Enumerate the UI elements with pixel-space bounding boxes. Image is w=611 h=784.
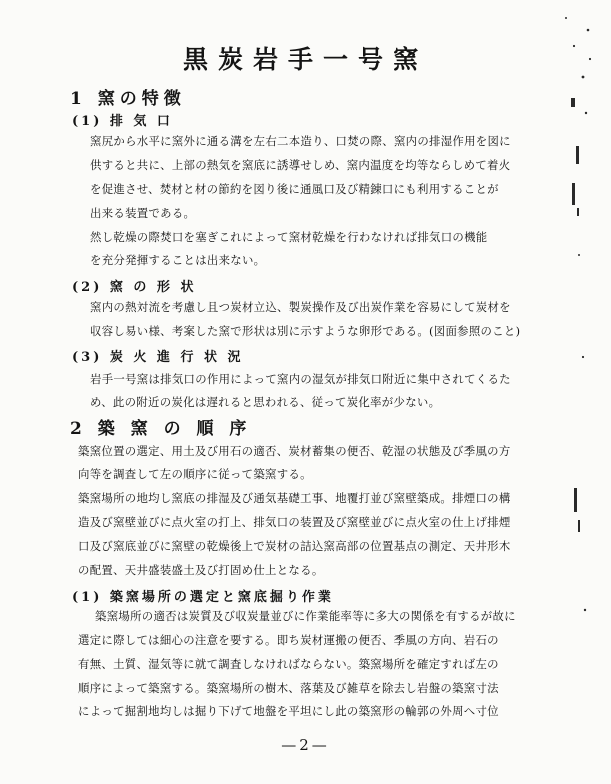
body-line: 窯尻から水平に窯外に通る溝を左右二本造り、口焚の際、窯内の排湿作用を図に [90, 134, 511, 148]
body-line: 窯内の熱対流を考慮し且つ炭材立込、製炭操作及び出炭作業を容易にして炭材を [90, 300, 511, 314]
body-line: を促進させ、焚材と材の節約を図り後に通風口及び精錬口にも利用することが [90, 182, 499, 196]
body-line: 順序によって築窯する。築窯場所の樹木、落葉及び雑草を除去し岩盤の築窯寸法 [78, 681, 499, 695]
body-line: 選定に際しては細心の注意を要する。即ち炭材運搬の便否、季風の方向、岩石の [78, 633, 499, 647]
subsection-1-1-heading: (1) 排 気 口 [72, 114, 173, 129]
body-line: 出来る装置である。 [90, 206, 196, 220]
body-line: 築窯場所の適否は炭質及び収炭量並びに作業能率等に多大の関係を有するが故に [95, 609, 516, 623]
body-line: 口及び窯底並びに窯壁の乾燥後上で炭材の詰込窯高部の位置基点の測定、天井形木 [78, 539, 511, 553]
body-line: 築窯位置の選定、用土及び用石の適否、炭材蓄集の便否、乾湿の状態及び季風の方 [78, 444, 511, 458]
subsection-1-3-heading: (3) 炭 火 進 行 状 況 [72, 350, 244, 365]
page-number: —2— [281, 736, 330, 754]
subsection-1-2-heading: (2) 窯 の 形 状 [72, 280, 197, 295]
subsection-2-1-heading: (1) 築窯場所の選定と窯底掘り作業 [72, 590, 334, 605]
body-line: 岩手一号窯は排気口の作用によって窯内の湿気が排気口附近に集中されてくるた [90, 372, 511, 386]
body-line: 向等を調査して左の順序に従って築窯する。 [78, 467, 312, 481]
document-title: 黒炭岩手一号窯 [182, 45, 428, 74]
body-line: を充分発揮することは出来ない。 [90, 253, 266, 267]
body-line: 築窯場所の地均し窯底の排湿及び通気基礎工事、地覆打並び窯壁築成。排煙口の構 [78, 491, 511, 505]
body-line: 有無、土質、湿気等に就て調査しなければならない。築窯場所を確定すれば左の [78, 657, 499, 671]
body-line: によって掘割地均しは掘り下げて地盤を平坦にし此の築窯形の輪郭の外周へ寸位 [78, 704, 499, 718]
section-2-heading: 2 築 窯 の 順 序 [70, 419, 252, 439]
body-line: め、此の附近の炭化は遅れると思われる、従って炭化率が少ない。 [90, 395, 441, 409]
body-line: 収容し易い様、考案した窯で形状は別に示すような卵形である。(図面参照のこと) [90, 324, 521, 338]
body-line: 然し乾燥の際焚口を塞ぎこれによって窯材乾燥を行わなければ排気口の機能 [90, 230, 488, 244]
body-line: の配置、天井盛装盛土及び打固め仕上となる。 [78, 563, 324, 577]
section-1-heading: 1 窯の特徴 [70, 89, 186, 109]
body-line: 造及び窯壁並びに点火室の打上、排気口の装置及び窯壁並びに点火室の仕上げ排煙 [78, 515, 511, 529]
body-line: 供すると共に、上部の熱気を窯底に誘導せしめ、窯内温度を均等ならしめて着火 [90, 158, 511, 172]
